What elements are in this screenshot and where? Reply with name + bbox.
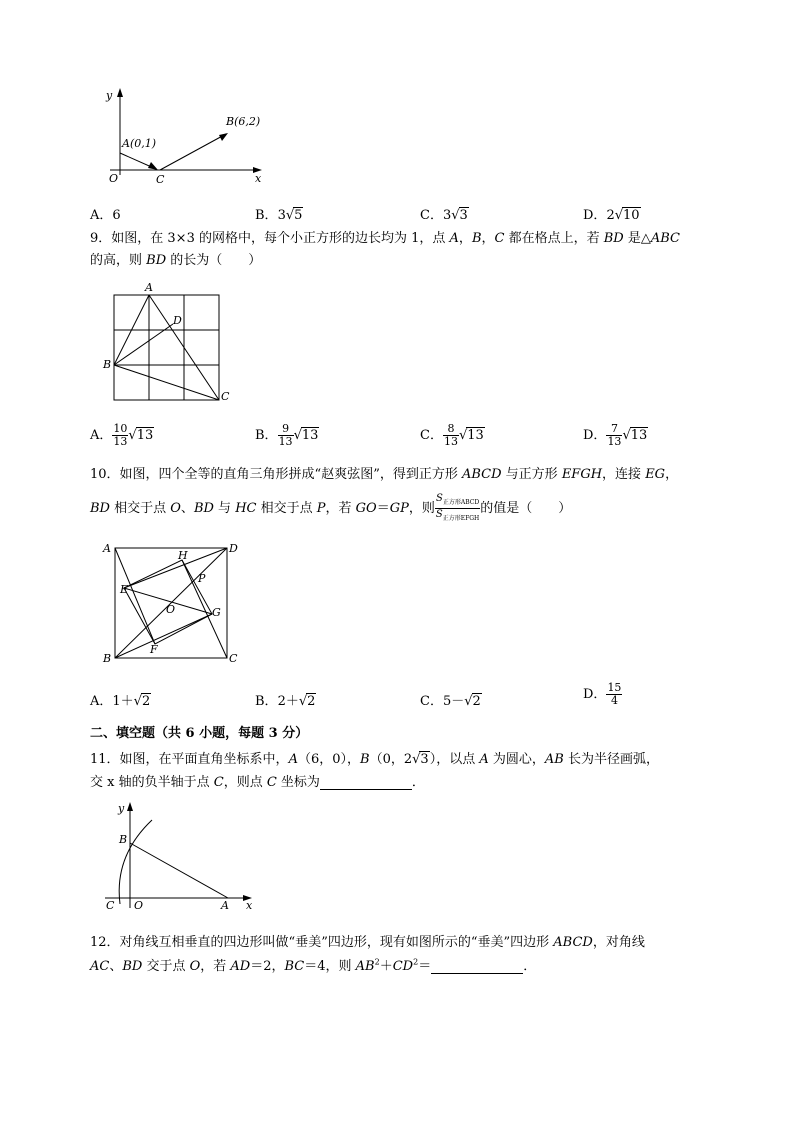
q10-option-c[interactable]: C．5－√2 [420,694,481,709]
fig9-b: B [103,358,112,371]
fig10-c: C [229,652,238,665]
q10-stem-line2: BD 相交于点 O、BD 与 HC 相交于点 P，若 GO＝GP，则 $\frac{S_{正方形ABCD}}{S_{正方形EFGH}}$ 的值是（ ） [90,493,572,522]
fig11-y: y [118,802,125,815]
q11-stem-line2: 交 x 轴的负半轴于点 C，则点 C 坐标为 ． [90,775,425,790]
q9-option-d[interactable]: D． $\frac{7}{13}$ √13 [583,422,648,448]
q11-stem-line1: 11．如图，在平面直角坐标系中，A（6，0），B（0，2√3），以点 A 为圆心，AB 长为半径画弧， [90,752,659,767]
fig8-x: x [255,172,262,185]
section-fill-in-title: 二、填空题（共 6 小题，每题 3 分） [90,726,309,741]
fig10-g: G [212,606,221,619]
fig11-x: x [246,899,253,912]
q9-option-a[interactable]: A． $\frac{10}{13}$ √13 [90,422,154,448]
q12-answer-blank[interactable] [431,959,523,974]
fig8-a: A(0,1) [122,137,157,150]
q10-figure [100,538,245,665]
q8-option-d[interactable]: D．2√10 [583,208,640,223]
fig9-d: D [173,314,182,327]
fig10-o: O [166,603,176,616]
q9-figure [100,280,240,405]
fig10-h: H [178,549,188,562]
q10-stem-line1: 10．如图，四个全等的直角三角形拼成“赵爽弦图”，得到正方形 ABCD 与正方形 EFGH，连接 EG， [90,467,679,482]
fig8-b: B(6,2) [226,115,261,128]
fig8-y: y [106,89,113,102]
fig9-a: A [145,281,153,294]
fig10-e: E [120,583,129,596]
fig11-b: B [119,833,128,846]
fig8-o: O [109,172,119,185]
q9-stem-line2: 的高，则 BD 的长为（ ） [90,253,262,268]
q9-option-b[interactable]: B． $\frac{9}{13}$ √13 [255,422,319,448]
q8-figure [100,85,270,190]
q12-stem-line1: 12．对角线互相垂直的四边形叫做“垂美”四边形，现有如图所示的“垂美”四边形 ABCD，对角线 [90,935,645,950]
q8-option-a[interactable]: A．6 [90,208,121,223]
fig8-c: C [156,173,165,186]
q9-option-c[interactable]: C． $\frac{8}{13}$ √13 [420,422,484,448]
fig11-c: C [106,899,115,912]
q8-option-b[interactable]: B．3√5 [255,208,303,223]
fig10-d: D [229,542,238,555]
q10-option-d[interactable]: D． $\frac{15}{4}$ [583,681,622,707]
fig10-f: F [150,643,158,656]
q9-stem-line1: 9．如图，在 3×3 的网格中，每个小正方形的边长均为 1，点 A，B，C 都在格点上，若 BD 是△ABC [90,231,680,246]
fig10-b: B [103,652,112,665]
q10-area-ratio: $\frac{S_{正方形ABCD}}{S_{正方形EFGH}}$ [435,493,480,522]
fig11-o: O [134,899,144,912]
fig11-a: A [221,899,229,912]
q10-option-b[interactable]: B．2＋√2 [255,694,316,709]
fig10-a: A [103,542,111,555]
fig9-c: C [221,390,230,403]
q11-figure [100,798,260,913]
q8-option-c[interactable]: C．3√3 [420,208,468,223]
q10-option-a[interactable]: A．1＋√2 [90,694,151,709]
q12-stem-line2: AC、BD 交于点 O，若 AD＝2，BC＝4，则 $AB^2+CD^2=$ ． [90,957,537,974]
fig10-p: P [198,572,206,585]
q11-answer-blank[interactable] [320,775,412,790]
